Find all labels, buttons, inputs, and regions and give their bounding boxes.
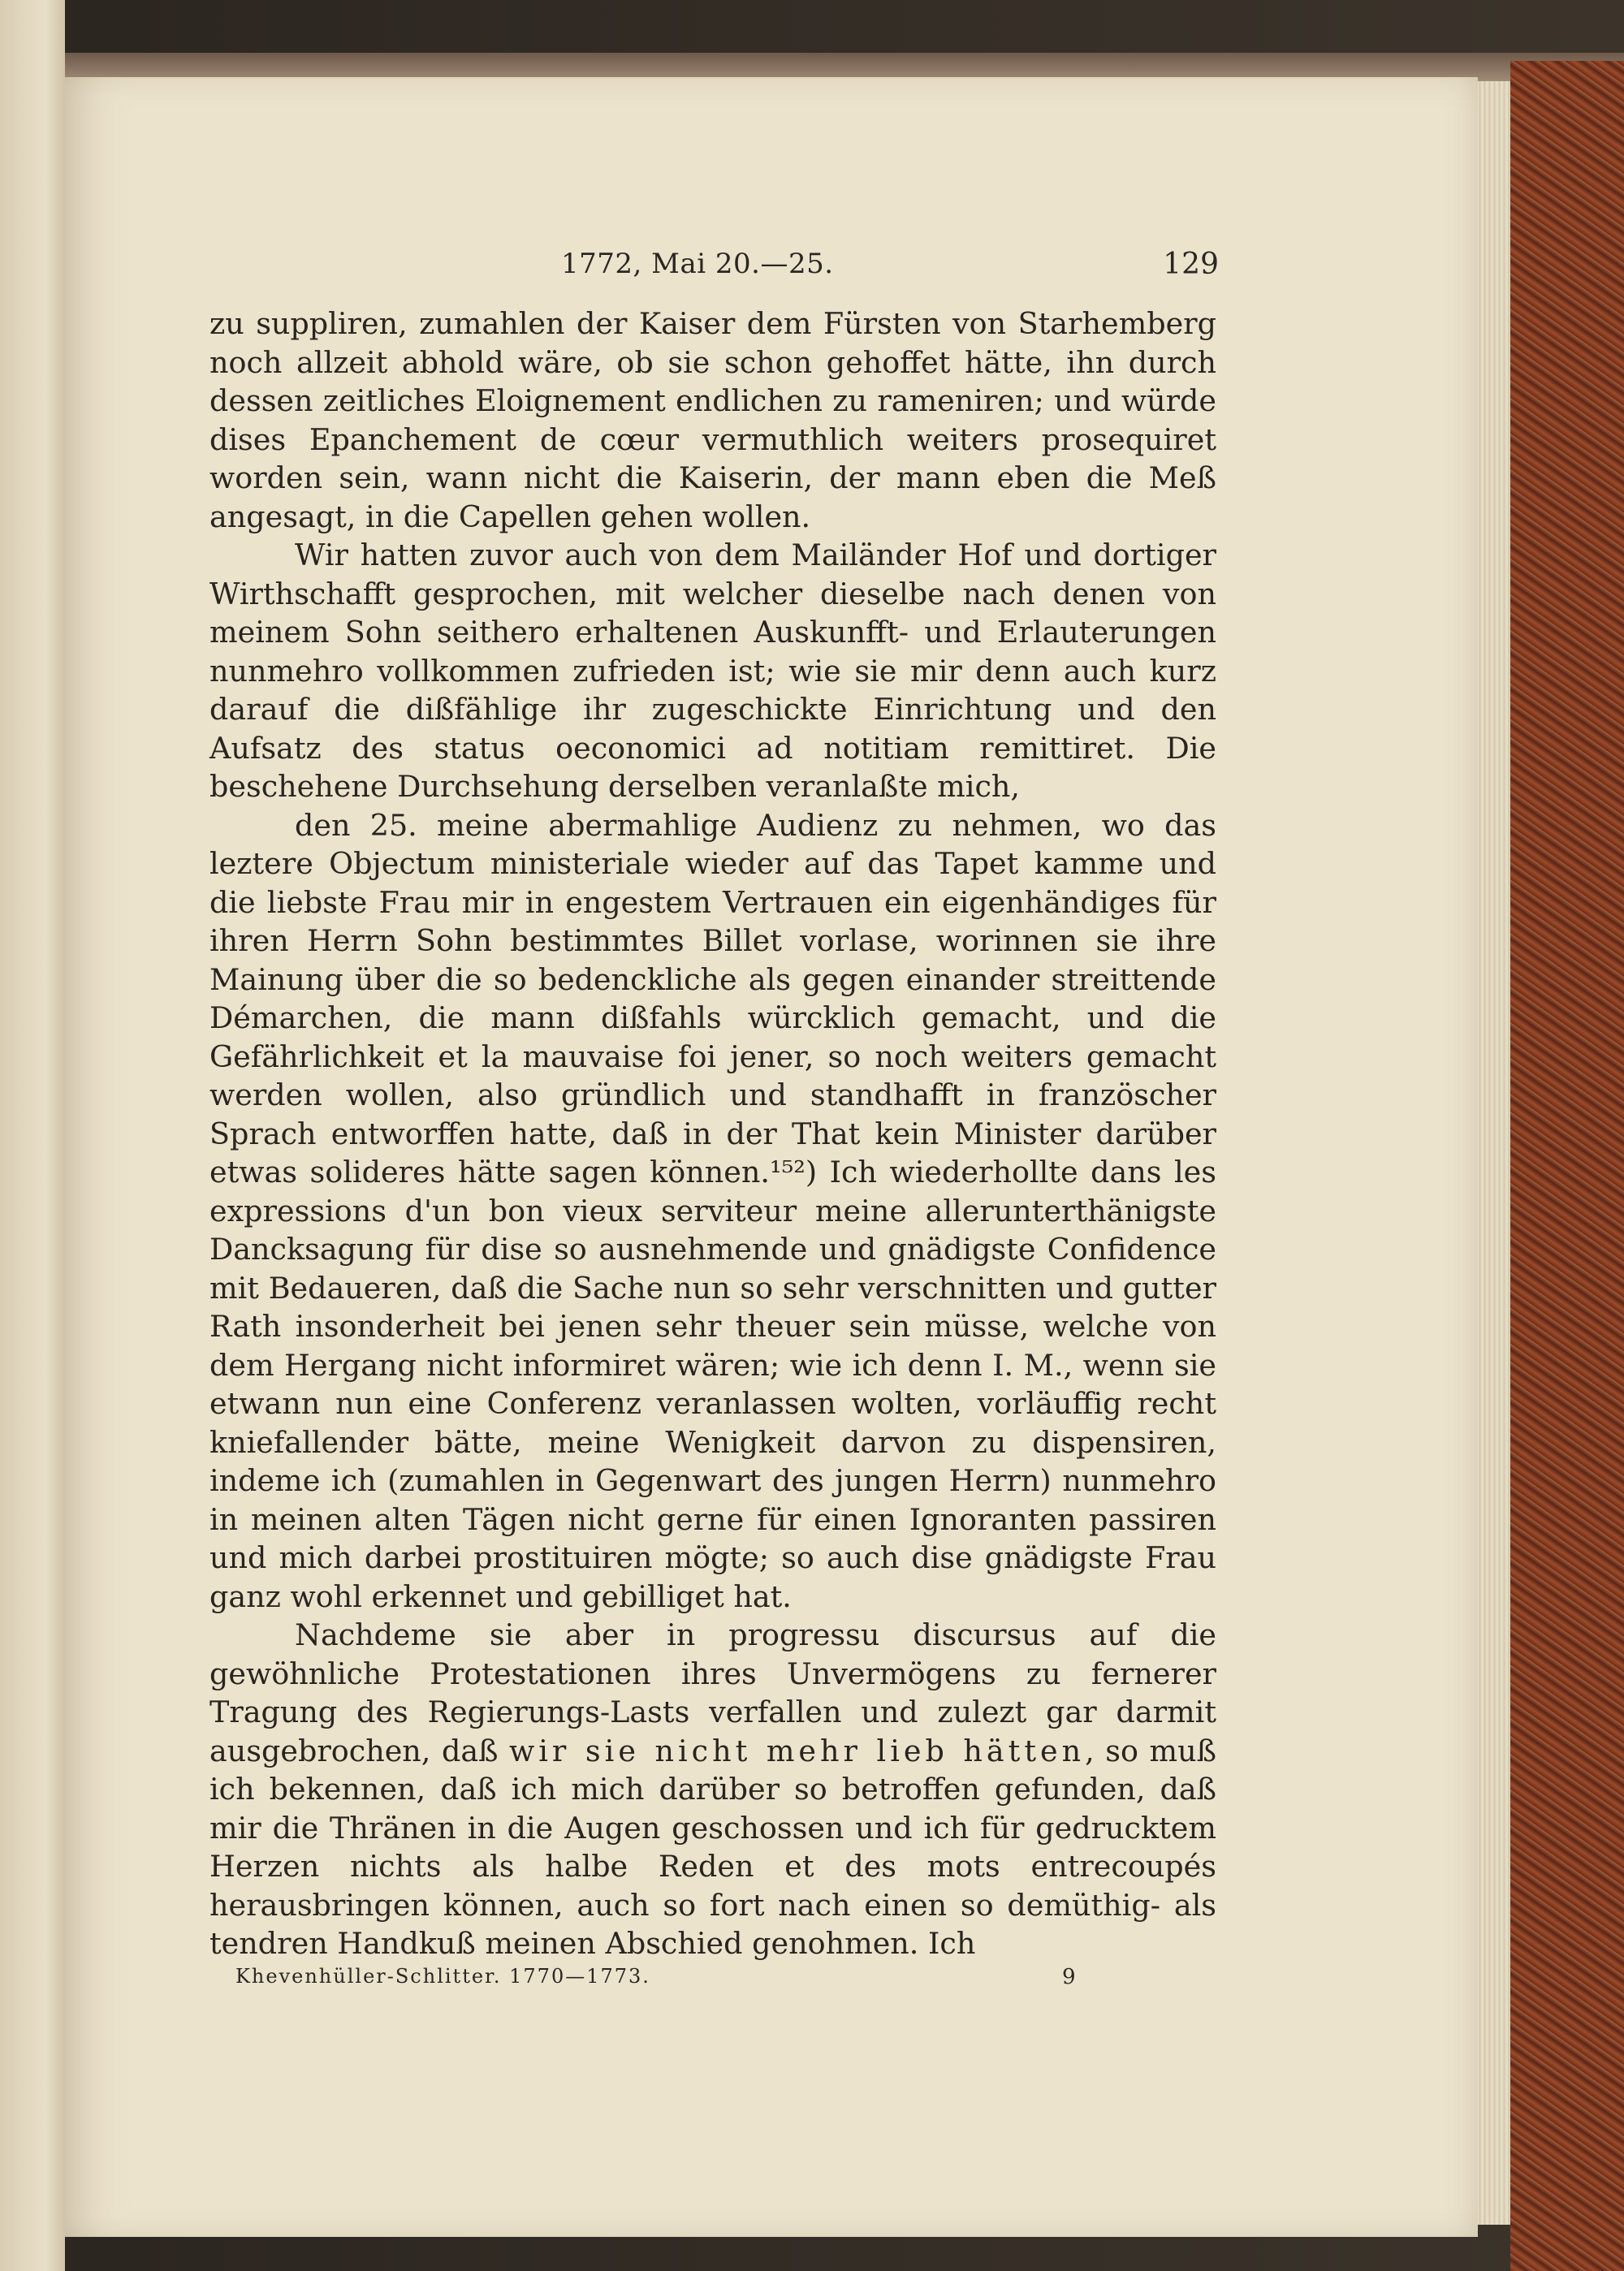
paragraph-4-emphasis: wir sie nicht mehr lieb hätten bbox=[509, 1733, 1086, 1768]
paragraph-4-text-b: , so muß ich bekennen, daß ich mich darüber so betroffen gefunden, daß mir die Thränen in die Augen geschossen und ich für gedrucktem Herzen nichts als halbe Reden et des mots entrecoupés herausbringen können, auch so fort nach einen so demüthig- als tendren Handkuß meinen Abschied genohmen. Ich bbox=[209, 1733, 1217, 1961]
footer-signature-line bbox=[235, 1965, 1088, 1997]
paragraph-3: den 25. meine abermahlige Audienz zu nehmen, wo das leztere Objectum ministeriale wieder auf das Tapet kamme und die liebste Frau mir in engestem Vertrauen ein eigenhändiges für ihren Herrn Sohn bestimmtes Billet vorlase, worinnen sie ihre Mainung über die so bedenckliche als gegen einander streittende Démarchen, die mann dißfahls würcklich gemacht, und die Gefährlichkeit et la mauvaise foi jener, so noch weiters gemacht werden wollen, also gründlich und standhafft in französcher Sprach entworffen hatte, daß in der That kein Minister darüber etwas solideres hätte sagen können.¹⁵²) Ich wiederhollte dans les expressions d'un bon vieux serviteur meine allerunterthänigste Dancksagung für dise so ausnehmende und gnädigste Confidence mit Bedaueren, daß die Sache nun so sehr verschnitten und gutter Rath insonderheit bei jenen sehr theuer sein müsse, welche von dem Hergang nicht informiret wären; wie ich denn I. M., wenn sie etwann nun eine Conferenz veranlassen wolten, vorläuffig recht kniefallender bätte, meine Wenigkeit darvon zu dispensiren, indeme ich (zumahlen in Gegenwart des jungen Herrn) nunmehro in meinen alten Tägen nicht gerne für einen Ignoranten passiren und mich darbei prostituiren mögte; so auch dise gnädigste Frau ganz wohl erkennet und gebilliget hat. bbox=[209, 807, 1216, 1614]
body-text bbox=[209, 304, 1216, 1963]
paragraph-4 bbox=[209, 1616, 1216, 1963]
running-header bbox=[236, 248, 1219, 296]
paragraph-1: zu suppliren, zumahlen der Kaiser dem Fürsten von Starhemberg noch allzeit abhold wäre, ob sie schon gehoffet hätte, ihn durch dessen zeitliches Eloignement endlichen zu rameniren; und würde dises Epanchement de cœur vermuthlich weiters prosequiret worden sein, wann nicht die Kaiserin, der mann eben die Meß angesagt, in die Capellen gehen wollen. bbox=[209, 306, 1216, 534]
header-date-range: 1772, Mai 20.—25. bbox=[561, 248, 834, 280]
footer-signature: Khevenhüller-Schlitter. 1770—1773. bbox=[235, 1965, 650, 1988]
page-number: 129 bbox=[1163, 248, 1219, 281]
left-page-edge bbox=[0, 0, 65, 2271]
paragraph-2: Wir hatten zuvor auch von dem Mailänder Hof und dortiger Wirthschafft gesprochen, mit welcher dieselbe nach denen von meinem Sohn seithero erhaltenen Auskunfft- und Erlauterungen nunmehro vollkommen zufrieden ist; wie sie mir denn auch kurz darauf die dißfählige ihr zugeschickte Einrichtung und den Aufsatz des status oeconomici ad notitiam remittiret. Die beschehene Durchsehung derselben veranlaßte mich, bbox=[209, 538, 1216, 804]
sheet-number: 9 bbox=[1062, 1965, 1076, 1989]
paragraph-4-text-a: Nachdeme sie aber in progressu discursus auf die gewöhnliche Protestationen ihres Unvermögens zu fernerer Tragung des Regierungs-Lasts verfallen und zulezt gar darmit ausgebrochen, daß bbox=[209, 1617, 1216, 1768]
marbled-cover-edge bbox=[1510, 61, 1624, 2271]
